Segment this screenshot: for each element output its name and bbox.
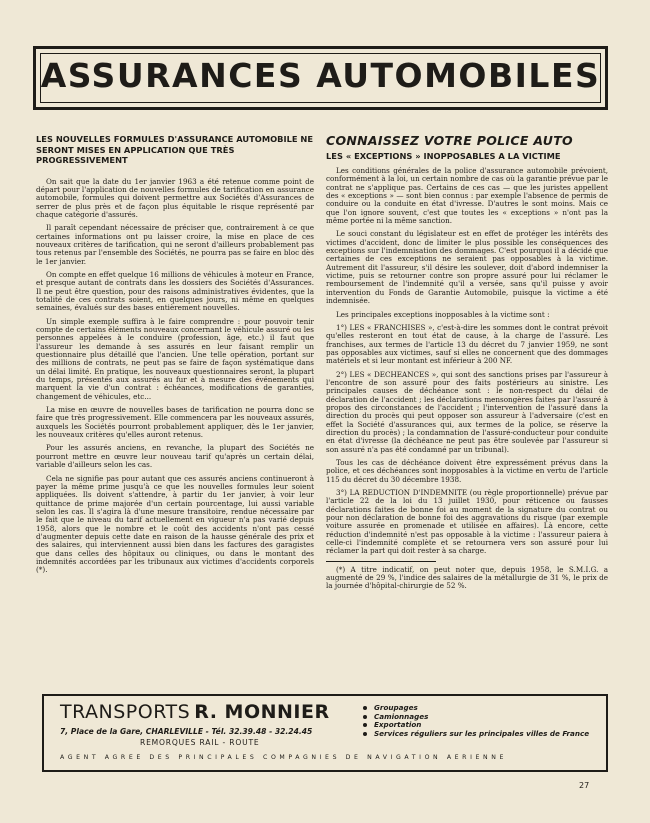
ad-address: 7, Place de la Gare, CHARLEVILLE - Tél. 32.39.48 - 32.24.45 xyxy=(60,727,313,736)
ad-company-monnier: R. MONNIER xyxy=(194,701,330,723)
ad-service-item: Exportation xyxy=(362,721,589,729)
left-column xyxy=(36,134,314,580)
left-paragraph: On sait que la date du 1er janvier 1963 a été retenue comme point de départ pour l'application de nouvelles formules de tarification en assurance automobile, formules qui doivent permettre aux Sociétés d'Assurances de serrer de plus près et de façon plus équitable le risque représenté par chaque catégorie d'assurés. xyxy=(36,176,314,219)
ad-service-item: Camionnages xyxy=(362,713,589,721)
advertisement-box xyxy=(42,694,608,772)
right-paragraph: 3°) LA REDUCTION D'INDEMNITE (ou règle proportionnelle) prévue par l'article 22 de la loi du 13 juillet 1930, pour réticence ou fausses déclarations faites de bonne foi au moment de la signature du contrat ou pour non déclaration de bonne foi des aggravations du risque (par exemple voiture assurée en promenade et utilisée en affaires). Là encore, cette réduction d'indemnité n'est pas opposable à la victime : l'assureur paiera à celle-ci l'indemnité complète et se retournera vers son assuré pour lui réclamer la part qui doit rester à sa charge. xyxy=(326,488,608,556)
left-paragraph: Un simple exemple suffira à le faire comprendre : pour pouvoir tenir compte de certains éléments nouveaux concernant le véhicule assuré ou les personnes appelées à le conduire (profession, âge, etc.) il faut que l'assureur les demande à ses assurés en leur faisant remplir un questionnaire plus détaillé que l'ancien. Une telle opération, portant sur des millions de contrats, ne peut pas se faire de façon systématique dans un délai limité. En pratique, les nouveaux questionnaires seront, la plupart du temps, présentés aux assurés au fur et à mesure des événements qui marquent la vie d'un contrat : échéances, modifications de garanties, changement de véhicules, etc... xyxy=(36,316,314,401)
ad-remorques: REMORQUES RAIL - ROUTE xyxy=(140,738,260,747)
left-paragraph: Cela ne signifie pas pour autant que ces assurés anciens continueront à payer la même prime jusqu'à ce que les nouvelles formules leur soient appliquées. Ils doivent s'attendre, à partir du 1er janvier, à voir leur quittance de prime majorée d'un certain pourcentage, lui aussi variable selon les cas. Il s'agira là d'une mesure transitoire, rendue nécessaire par le fait que le niveau du tarif actuellement en vigueur n'a pas varié depuis 1958, alors que le nombre et le coût des accidents n'ont pas cessé d'augmenter depuis cette date en raison de la hausse générale des prix et des salaires, qui interviennent aussi bien dans les factures des garagistes que dans celles des hôpitaux ou cliniques, ou dans le montant des indemnités accordées par les tribunaux aux victimes d'accidents corporels (*). xyxy=(36,473,314,575)
ad-company-transports: TRANSPORTS xyxy=(60,701,191,723)
title-frame xyxy=(33,46,608,110)
right-paragraph: Tous les cas de déchéance doivent être expressément prévus dans la police, et ces déchéances sont inopposables à la victime en vertu de l'article 115 du décret du 30 décembre 1938. xyxy=(326,458,608,484)
page-number: 27 xyxy=(579,781,590,790)
footnote: (*) A titre indicatif, on peut noter que, depuis 1958, le S.M.I.G. a augmenté de 29 %, l'indice des salaires de la métallurgie de 31 %, le prix de la journée d'hôpital-chirurgie de 52 %. xyxy=(326,564,608,591)
right-paragraph: Les principales exceptions inopposables à la victime sont : xyxy=(336,309,550,319)
ad-service-item: Services réguliers sur les principales villes de France xyxy=(362,730,589,738)
left-paragraph: La mise en œuvre de nouvelles bases de tarification ne pourra donc se faire que très progressivement. Elle commencera par les nouveaux assurés, auxquels les Sociétés pourront probablement appliquer, dès le 1er janvier, les nouveaux critères qu'elles auront retenus. xyxy=(36,405,314,440)
right-paragraph: Les conditions générales de la police d'assurance automobile prévoient, conformément à la loi, un certain nombre de cas où la garantie prévue par le contrat ne s'applique pas. Certains de ces cas — que les juristes appellent des « exceptions » — sont bien connus : par exemple l'absence de permis de conduire ou la conduite en état d'ivresse. D'autres le sont moins. Mais ce que l'on ignore souvent, c'est que toutes les « exceptions » n'ont pas la même portée ni la même sanction. xyxy=(326,166,608,226)
footnote-rule xyxy=(326,561,436,562)
right-paragraph: Le souci constant du législateur est en effet de protéger les intérêts des victimes d'accident, donc de limiter le plus possible les conséquences des exceptions sur l'indemnisation des dommages. C'est pourquoi il a décidé que certaines de ces exceptions ne seraient pas opposables à la victime. Autrement dit l'assureur, s'il désire les soulever, doit d'abord indemniser la victime, puis se retourner contre son propre assuré pour lui réclamer le remboursement de l'indemnité qu'il a versée, sans qu'il puisse y avoir intervention du Fonds de Garantie Automobile, puisque la victime a été indemnisée. xyxy=(326,229,608,306)
ad-service-item: Groupages xyxy=(362,704,589,712)
left-paragraph: On compte en effet quelque 16 millions de véhicules à moteur en France, et presque autant de contrats dans les dossiers des Sociétés d'Assurances. Il ne peut être question, pour des raisons administratives évidentes, que la totalité de ces contrats soient, en quelques jours, ni même en quelques semaines, évalués sur des bases entièrement nouvelles. xyxy=(36,269,314,313)
right-article-heading: CONNAISSEZ VOTRE POLICE AUTO xyxy=(326,133,573,148)
left-article-heading: LES NOUVELLES FORMULES D'ASSURANCE AUTOMOBILE NE SERONT MISES EN APPLICATION QUE TRÈS PROGRESSIVEMENT xyxy=(36,134,314,165)
ad-services-list xyxy=(362,704,589,738)
right-article-subheading: LES « EXCEPTIONS » INOPPOSABLES A LA VICTIME xyxy=(326,151,561,161)
right-paragraph: 2°) LES « DECHEANCES », qui sont des sanctions prises par l'assureur à l'encontre de son assuré pour des faits postérieurs au sinistre. Les principales causes de déchéance sont : le non-respect du délai de déclaration de l'accident ; les déclarations mensongères faites par l'assuré à propos des circonstances de l'accident ; l'intervention de l'assuré dans la direction du procès qui peut opposer son assureur à l'adversaire (c'est en effet la Société d'assurances qui, aux termes de la police, se réserve la direction du procès) ; la condamnation de l'assuré-conducteur pour conduite en état d'ivresse (la déchéance ne peut pas être soulevée par l'assureur si son assuré n'a pas été condamné par un tribunal). xyxy=(326,369,608,454)
right-paragraph: 1°) LES « FRANCHISES », c'est-à-dire les sommes dont le contrat prévoit qu'elles resteront en tout état de cause, à la charge de l'assuré. Les franchises, aux termes de l'article 13 du décret du 7 janvier 1959, ne sont pas opposables aux victimes, sauf si elles ne concernent que des dommages matériels et si leur montant est inférieur à 200 NF. xyxy=(326,322,608,366)
left-paragraph: Pour les assurés anciens, en revanche, la plupart des Sociétés ne pourront mettre en œuvre leur nouveau tarif qu'après un certain délai, variable d'ailleurs selon les cas. xyxy=(36,443,314,470)
ad-agent-line: AGENT AGRÉÉ DES PRINCIPALES COMPAGNIES DE NAVIGATION AÉRIENNE xyxy=(60,754,507,761)
right-column xyxy=(326,134,608,591)
left-paragraph: Il paraît cependant nécessaire de préciser que, contrairement à ce que certaines informations ont pu laisser croire, la mise en place de ces nouveaux critères de tarification, qui ne seront d'ailleurs probablement pas tous retenus par l'ensemble des Sociétés, ne pourra pas se faire en bloc dès le 1er janvier. xyxy=(36,223,314,266)
ad-company-name xyxy=(60,701,330,723)
page-title: ASSURANCES AUTOMOBILES xyxy=(40,56,601,95)
